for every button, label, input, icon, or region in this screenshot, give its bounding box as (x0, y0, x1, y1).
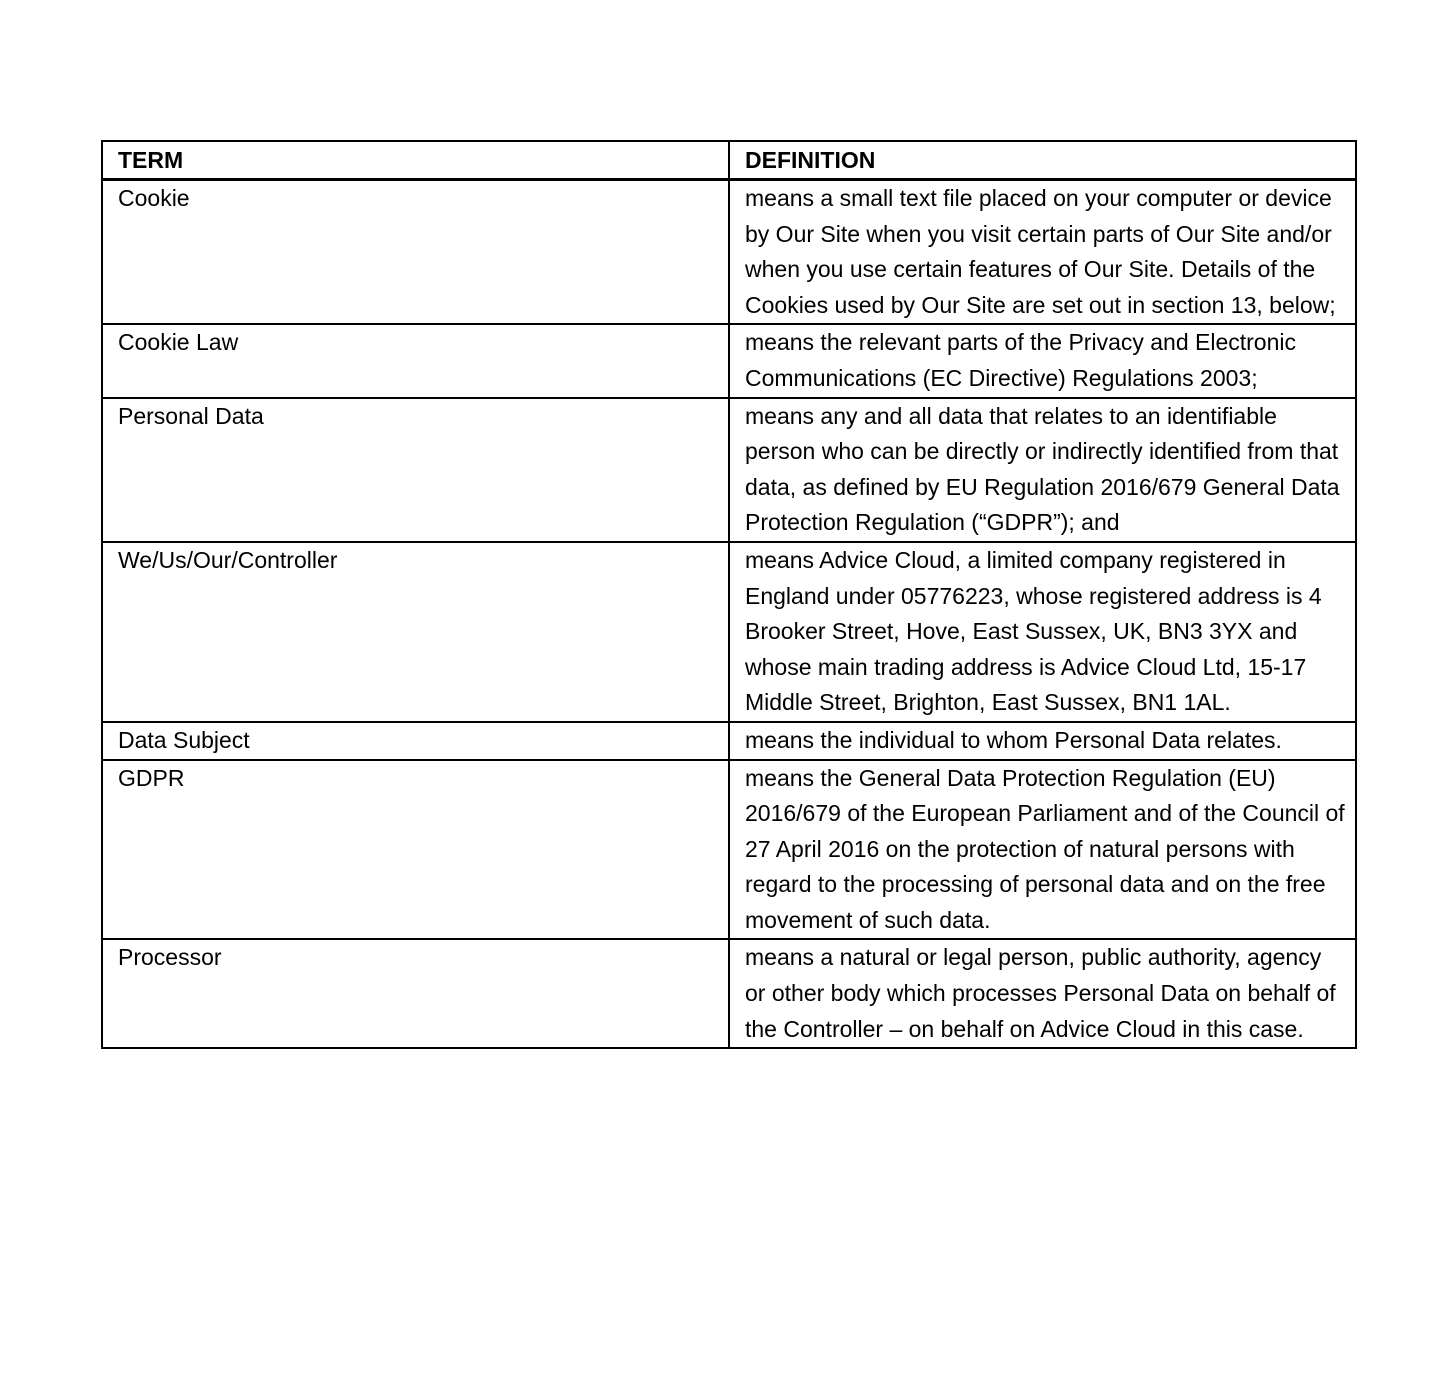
term-cell: Processor (102, 939, 729, 1048)
term-cell: Cookie Law (102, 324, 729, 397)
definition-cell: means the relevant parts of the Privacy and Electronic Communications (EC Directive) Regulations 2003; (729, 324, 1356, 397)
table-row (102, 939, 1356, 1048)
term-cell: Data Subject (102, 722, 729, 760)
definition-cell: means the General Data Protection Regulation (EU) 2016/679 of the European Parliament and of the Council of 27 April 2016 on the protection of natural persons with regard to the processing of personal data and on the free movement of such data. (729, 760, 1356, 940)
table-header-row (102, 141, 1356, 180)
table-row (102, 324, 1356, 397)
term-cell: Cookie (102, 180, 729, 325)
definition-cell: means Advice Cloud, a limited company registered in England under 05776223, whose registered address is 4 Brooker Street, Hove, East Sussex, UK, BN3 3YX and whose main trading address is Advice Cloud Ltd, 15-17 Middle Street, Brighton, East Sussex, BN1 1AL. (729, 542, 1356, 722)
table-row (102, 398, 1356, 542)
table-row (102, 180, 1356, 325)
term-cell: GDPR (102, 760, 729, 940)
table-row (102, 760, 1356, 940)
term-cell: We/Us/Our/Controller (102, 542, 729, 722)
definition-cell: means a natural or legal person, public authority, agency or other body which processes Personal Data on behalf of the Controller – on behalf on Advice Cloud in this case. (729, 939, 1356, 1048)
term-cell: Personal Data (102, 398, 729, 542)
definition-cell: means a small text file placed on your computer or device by Our Site when you visit certain parts of Our Site and/or when you use certain features of Our Site. Details of the Cookies used by Our Site are set out in section 13, below; (729, 180, 1356, 325)
definition-column-header: DEFINITION (729, 141, 1356, 180)
definition-cell: means any and all data that relates to an identifiable person who can be directly or indirectly identified from that data, as defined by EU Regulation 2016/679 General Data Protection Regulation (“GDPR”); and (729, 398, 1356, 542)
table-row (102, 722, 1356, 760)
definitions-table (101, 140, 1357, 1049)
table-row (102, 542, 1356, 722)
definition-cell: means the individual to whom Personal Data relates. (729, 722, 1356, 760)
term-column-header: TERM (102, 141, 729, 180)
